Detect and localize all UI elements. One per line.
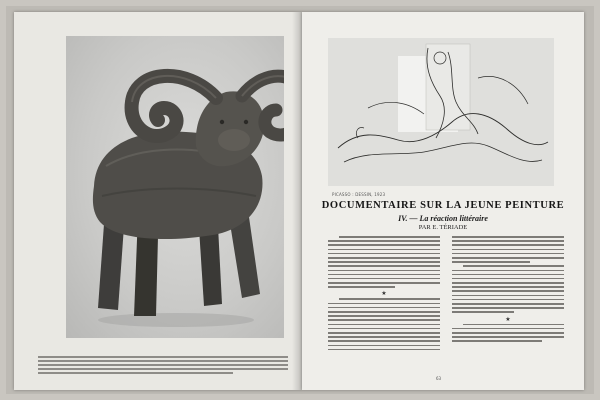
line-drawing-icon <box>328 38 554 186</box>
left-page <box>14 12 302 390</box>
magazine-spread <box>6 6 594 394</box>
drawing-caption: PICASSO : DESSIN, 1923 <box>332 192 386 197</box>
right-page <box>302 12 584 390</box>
ram-sculpture-image <box>66 36 284 338</box>
text-column-left <box>328 236 440 353</box>
page-number: 63 <box>436 376 442 381</box>
ram-sculpture-icon <box>66 36 284 338</box>
line-drawing-image <box>328 38 554 186</box>
article-byline: PAR E. TÉRIADE <box>418 224 468 231</box>
section-star: ★ <box>505 315 511 323</box>
photo-caption <box>38 356 288 376</box>
section-star: ★ <box>381 290 387 298</box>
text-column-right <box>452 236 564 345</box>
article-title: DOCUMENTAIRE SUR LA JEUNE PEINTURE <box>321 200 565 211</box>
article-subtitle: IV. — La réaction littéraire <box>398 214 488 223</box>
